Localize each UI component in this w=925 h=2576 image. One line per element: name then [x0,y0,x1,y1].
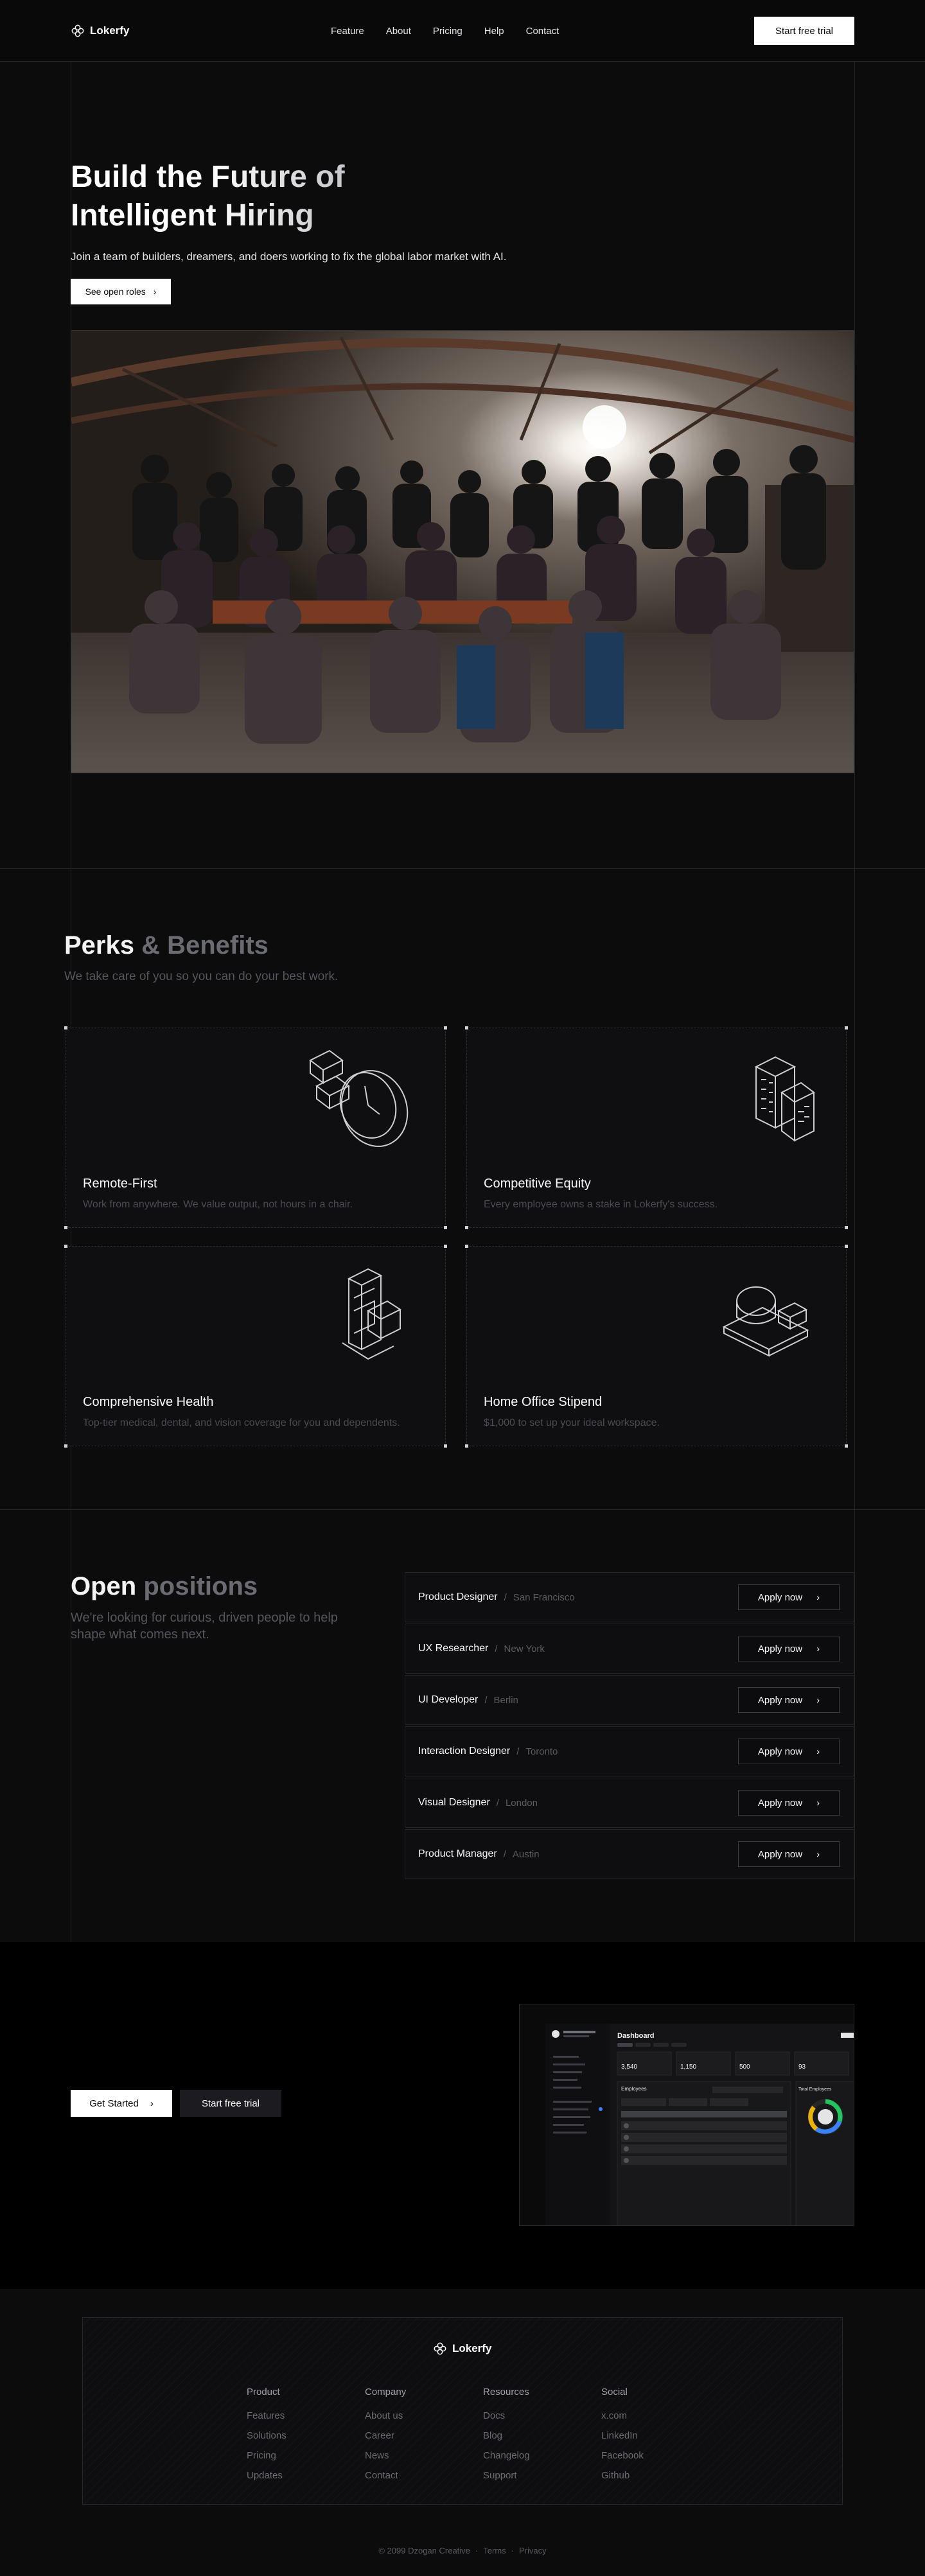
separator: / [503,1848,506,1860]
apply-now-button[interactable] [738,1790,840,1816]
job-row [405,1624,854,1674]
job-location: Toronto [525,1746,558,1757]
chevron-right-icon: › [816,1797,820,1809]
hero-title-line-2: Intelligent Hiring [71,197,456,235]
job-title: Product Designer [418,1591,498,1602]
apply-label: Apply now [757,1746,803,1757]
footer-column-heading: Company [365,2387,407,2397]
footer-logo[interactable] [433,2342,491,2356]
job-row [405,1726,854,1776]
buildings-icon [705,1047,820,1150]
positions-title-main: Open [71,1572,137,1600]
job-title: Visual Designer [418,1797,490,1808]
footer-link[interactable]: Solutions [247,2430,286,2441]
get-started-button[interactable] [71,2090,172,2117]
chevron-right-icon: › [816,1591,820,1603]
apply-now-button[interactable] [738,1636,840,1661]
perk-title: Competitive Equity [484,1177,591,1191]
perk-title: Remote-First [83,1177,157,1191]
apply-label: Apply now [757,1694,803,1706]
separator: / [484,1694,488,1706]
dashboard-title: Dashboard [617,2032,655,2040]
hero-title [71,158,456,235]
job-location: Austin [512,1848,540,1860]
footer-brand-name: Lokerfy [452,2342,492,2354]
footer-column-heading: Social [601,2387,628,2397]
perk-card-remote-first [66,1028,446,1228]
job-location: San Francisco [513,1591,575,1603]
footer-link[interactable]: About us [365,2410,403,2421]
apply-label: Apply now [757,1591,803,1603]
stat-value: 500 [739,2063,750,2071]
perk-title: Comprehensive Health [83,1395,214,1409]
nav-link-feature[interactable]: Feature [331,25,364,37]
apply-label: Apply now [757,1848,803,1860]
perks-subtitle: We take care of you so you can do your best work. [64,970,339,983]
job-row [405,1829,854,1879]
footer-link[interactable]: LinkedIn [601,2430,638,2441]
nav-link-about[interactable]: About [385,25,411,37]
top-navbar [0,0,925,62]
apply-label: Apply now [757,1797,803,1809]
footer-link[interactable]: Github [601,2470,630,2481]
chevron-right-icon: › [816,1848,820,1860]
footer-column-social [601,2387,644,2490]
perk-card-competitive-equity [466,1028,847,1228]
brand-name: Lokerfy [90,24,130,37]
job-title: Interaction Designer [418,1746,511,1757]
section-divider [0,1509,925,1510]
positions-title-dim: positions [143,1572,258,1600]
apply-now-button[interactable] [738,1739,840,1764]
job-location: Berlin [493,1694,518,1706]
positions-title [71,1572,258,1601]
footer-column-company [365,2387,406,2490]
footer-link[interactable]: Pricing [247,2450,276,2461]
start-trial-button[interactable]: Start free trial [754,17,854,45]
perks-title-main: Perks [64,931,134,959]
nav-link-help[interactable]: Help [484,25,504,37]
logo-icon [71,24,85,38]
team-photo-illustration [71,331,854,773]
job-row [405,1778,854,1828]
footer-column-resources [483,2387,530,2490]
footer-column-product [247,2387,286,2490]
apply-label: Apply now [757,1643,803,1654]
chevron-right-icon: › [816,1694,820,1706]
logo-icon [433,2342,447,2356]
perk-description: $1,000 to set up your ideal workspace. [484,1417,660,1428]
perks-title-dim: & Benefits [141,931,269,959]
positions-subtitle: We're looking for curious, driven people to help shape what comes next. [71,1611,338,1642]
chevron-right-icon: › [816,1643,820,1654]
perk-title: Home Office Stipend [484,1395,603,1409]
copyright-text: © 2099 Dzogan Creative [378,2546,470,2555]
perk-description: Work from anywhere. We value output, not hours in a chair. [83,1199,353,1210]
apply-now-button[interactable] [738,1584,840,1610]
footer-link[interactable]: Features [247,2410,285,2421]
stat-value: 1,150 [680,2063,697,2071]
dashboard-preview-image [520,2004,854,2226]
perk-card-comprehensive-health [66,1246,446,1446]
perk-description: Every employee owns a stake in Lokerfy's success. [484,1199,718,1210]
see-open-roles-button[interactable] [71,279,171,304]
apply-now-button[interactable] [738,1687,840,1713]
footer-link[interactable]: News [365,2450,389,2461]
footer-link[interactable]: Contact [365,2470,398,2481]
footer-link[interactable]: Facebook [601,2450,644,2461]
team-photo [71,330,854,773]
footer-link[interactable]: Changelog [483,2450,530,2461]
clock-icon [304,1047,419,1150]
stat-value: 3,540 [621,2063,638,2071]
terms-link[interactable]: Terms [483,2546,506,2555]
chevron-right-icon: › [150,2098,154,2109]
dashboard-preview [519,2004,854,2226]
job-location: London [505,1797,538,1809]
job-location: New York [504,1643,545,1654]
chevron-right-icon: › [153,286,157,297]
privacy-link[interactable]: Privacy [519,2546,547,2555]
start-free-trial-button[interactable]: Start free trial [180,2090,281,2117]
job-title: UI Developer [418,1694,479,1705]
get-started-label: Get Started [89,2098,139,2109]
guide-line-right [854,62,855,1942]
stat-value: 93 [798,2063,806,2071]
separator: / [516,1746,520,1757]
workspace-icon [705,1266,820,1369]
perk-card-home-office-stipend [466,1246,847,1446]
see-open-roles-label: See open roles [85,286,146,297]
brand-logo[interactable] [71,24,129,38]
hero-title-line-1: Build the Future of [71,158,456,197]
section-divider [0,868,925,869]
footer-link[interactable]: Blog [483,2430,503,2441]
footer-column-heading: Resources [483,2387,529,2397]
chevron-right-icon: › [816,1746,820,1757]
job-row [405,1572,854,1622]
job-title: Product Manager [418,1848,497,1859]
copyright-bar: © 2099 Dzogan Creative · Terms · Privacy [378,2546,547,2555]
nav-link-contact[interactable]: Contact [525,25,559,37]
nav-links [331,26,559,37]
footer-link[interactable]: Support [483,2470,517,2481]
perks-title [64,931,269,960]
separator: / [495,1643,498,1654]
footer-link[interactable]: x.com [601,2410,628,2421]
footer-link[interactable]: Career [365,2430,394,2441]
health-icon [304,1266,419,1369]
footer-link[interactable]: Updates [247,2470,283,2481]
job-row [405,1675,854,1725]
footer-link[interactable]: Docs [483,2410,506,2421]
apply-now-button[interactable] [738,1841,840,1867]
footer-column-heading: Product [247,2387,280,2397]
side-panel-heading: Total Employees [798,2087,832,2092]
job-title: UX Researcher [418,1643,489,1654]
perk-description: Top-tier medical, dental, and vision coverage for you and dependents. [83,1417,400,1428]
nav-link-pricing[interactable]: Pricing [432,25,463,37]
hero-subtitle: Join a team of builders, dreamers, and doers working to fix the global labor market with AI. [71,250,507,263]
employees-heading: Employees [621,2086,647,2092]
separator: / [504,1591,507,1603]
separator: / [496,1797,499,1809]
